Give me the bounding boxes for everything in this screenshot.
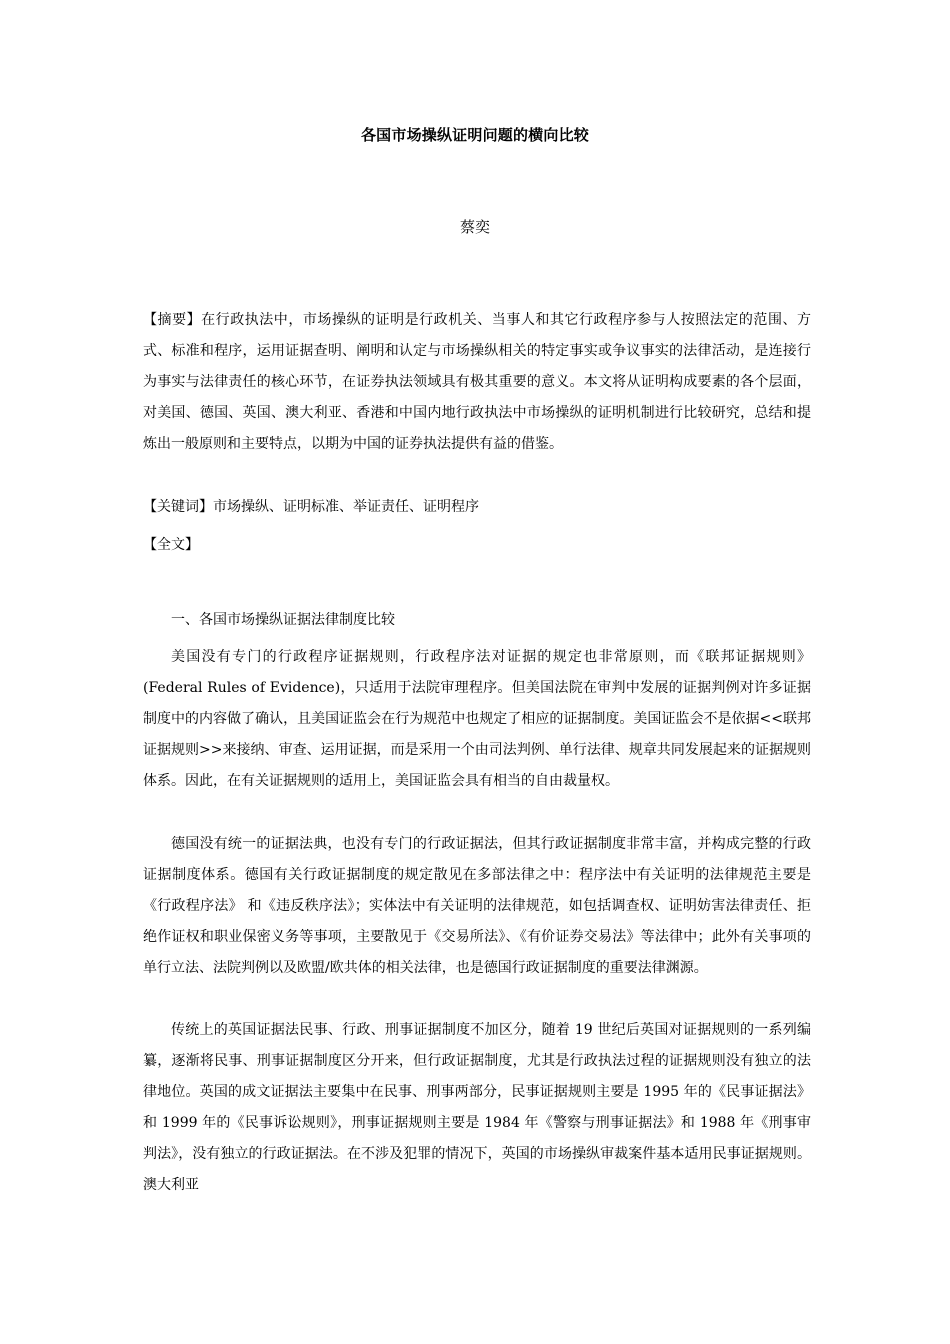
body-paragraph-us: 美国没有专门的行政程序证据规则，行政程序法对证据的规定也非常原则，而《联邦证据规则》(Federal Rules of Evidence)，只适用于法院审理程序。但美国法院在审判中发展的证据判例对许多证据制度中的内容做了确认，且美国证监会在行为规范中也规定了相应的证据制度。美国证监会不是依据<<联邦证据规则>>来接纳、审查、运用证据，而是采用一个由司法判例、单行法律、规章共同发展起来的证据规则体系。因此，在有关证据规则的适用上，美国证监会具有相当的自由裁量权。 [143,649,811,789]
document-title: 各国市场操纵证明问题的横向比较 [360,126,589,144]
fulltext-label: 【全文】 [143,537,199,553]
keywords-label: 【关键词】 [143,499,213,515]
body-paragraph-uk: 传统上的英国证据法民事、行政、刑事证据制度不加区分，随着 19 世纪后英国对证据规则的一系列编纂，逐渐将民事、刑事证据制度区分开来，但行政证据制度，尤其是行政执法过程的证据规则没有独立的法律地位。英国的成文证据法主要集中在民事、刑事两部分，民事证据规则主要是 1995 年的《民事证据法》和 1999 年的《民事诉讼规则》，刑事证据规则主要是 1984 年《警察与刑事证据法》和 1988 年《刑事审判法》，没有独立的行政证据法。在不涉及犯罪的情况下，英国的市场操纵审裁案件基本适用民事证据规则。澳大利亚 [143,1022,811,1193]
abstract-paragraph [143,305,811,460]
body-paragraph-germany: 德国没有统一的证据法典，也没有专门的行政证据法，但其行政证据制度非常丰富，并构成完整的行政证据制度体系。德国有关行政证据制度的规定散见在多部法律之中：程序法中有关证明的法律规范主要是《行政程序法》 和《违反秩序法》；实体法中有关证明的法律规范，如包括调查权、证明妨害法律责任、拒绝作证权和职业保密义务等事项，主要散见于《交易所法》、《有价证券交易法》等法律中；此外有关事项的单行立法、法院判例以及欧盟/欧共体的相关法律，也是德国行政证据制度的重要法律渊源。 [143,836,811,976]
abstract-text: 在行政执法中，市场操纵的证明是行政机关、当事人和其它行政程序参与人按照法定的范围、方式、标准和程序，运用证据查明、阐明和认定与市场操纵相关的特定事实或争议事实的法律活动，是连接行为事实与法律责任的核心环节，在证券执法领域具有极其重要的意义。本文将从证明构成要素的各个层面，对美国、德国、英国、澳大利亚、香港和中国内地行政执法中市场操纵的证明机制进行比较研究，总结和提炼出一般原则和主要特点，以期为中国的证券执法提供有益的借鉴。 [143,312,812,452]
keywords-line [143,492,811,523]
abstract-label: 【摘要】 [143,312,202,328]
keywords-text: 市场操纵、证明标准、举证责任、证明程序 [213,499,479,515]
document-author: 蔡奕 [459,218,490,236]
section-heading: 一、各国市场操纵证据法律制度比较 [171,612,395,628]
